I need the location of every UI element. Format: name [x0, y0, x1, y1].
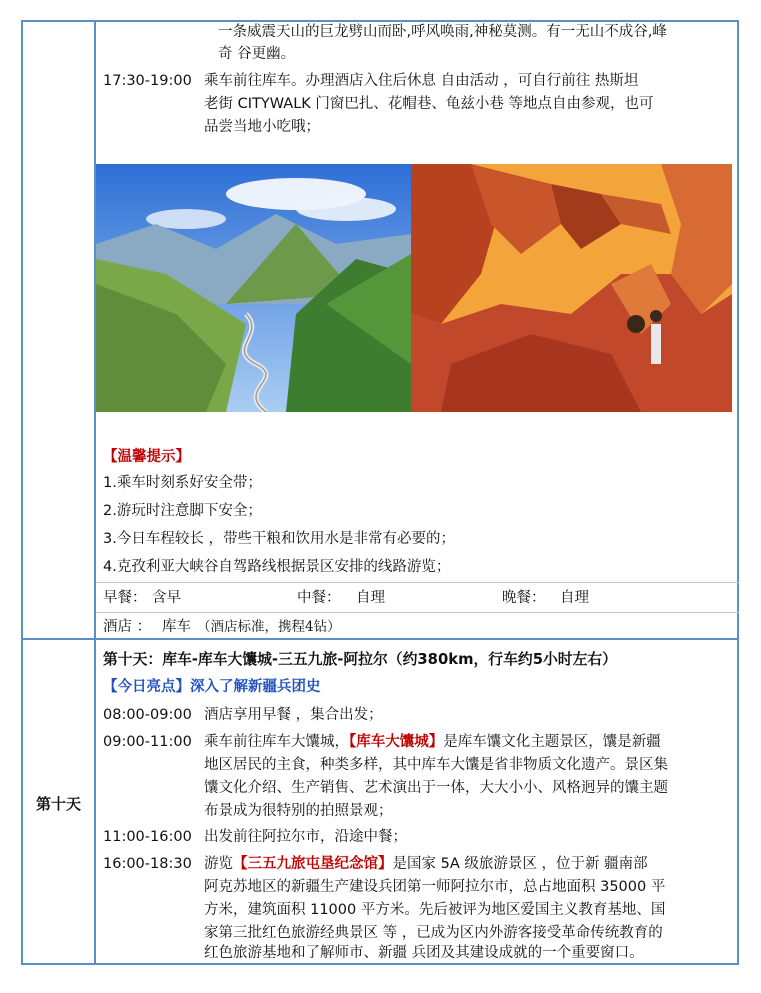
spot-name: 【三五九旅屯垦纪念馆】 [233, 856, 393, 872]
schedule-time: 16:00-18:30 [103, 856, 192, 872]
dinner-label: 晚餐： [502, 590, 546, 606]
column-divider [94, 20, 96, 965]
prev-time: 17:30-19:00 [103, 73, 192, 89]
schedule-post: 是国家 5A 级旅游景区 ，位于新 疆南部 [392, 856, 648, 872]
breakfast-label: 早餐： [103, 590, 147, 606]
schedule-cont: 布景成为很特别的拍照景观； [204, 803, 393, 819]
tips-title: 【温馨提示】 [103, 449, 190, 465]
highlight-text: 深入了解新疆兵团史 [190, 679, 321, 695]
red-rock-canyon-photo [411, 164, 732, 412]
day-title: 第十天：库车-库车大馕城-三五九旅-阿拉尔（约380km，行车约5小时左右） [103, 651, 617, 668]
schedule-text: 出发前往阿拉尔市，沿途中餐； [204, 829, 407, 845]
hotel-note: （酒店标准，携程4钻） [197, 619, 341, 635]
top-text-line2: 奇 谷更幽。 [218, 46, 296, 62]
top-text-line1: 一条威震天山的巨龙劈山而卧,呼风唤雨,神秘莫测。有一无山不成谷,峰 [218, 24, 667, 40]
schedule-cont: 阿克苏地区的新疆生产建设兵团第一师阿拉尔市，总占地面积 35000 平 [204, 879, 666, 895]
schedule-pre: 游览 [204, 856, 233, 872]
highlight-tag: 【今日亮点】 [103, 679, 190, 695]
tip-item: 4.克孜利亚大峡谷自驾路线根据景区安排的线路游览； [103, 559, 451, 575]
schedule-time: 11:00-16:00 [103, 829, 192, 845]
spot-name: 【库车大馕城】 [349, 734, 444, 750]
schedule-text [204, 731, 661, 753]
row-divider [96, 612, 739, 613]
schedule-post: 是库车馕文化主题景区，馕是新疆 [443, 734, 661, 750]
breakfast-value: 含早 [152, 590, 181, 606]
day-divider [21, 638, 739, 640]
schedule-time: 08:00-09:00 [103, 707, 192, 723]
schedule-time: 09:00-11:00 [103, 734, 192, 750]
schedule-cont: 方米，建筑面积 11000 平方米。先后被评为地区爱国主义教育基地、国 [204, 902, 666, 918]
schedule-cont: 馕文化介绍、生产销售、艺术演出于一体，大大小小、风格迥异的馕主题 [204, 780, 668, 796]
schedule-cont: 家第三批红色旅游经典景区 等 ，已成为区内外游客接受革命传统教育的 [204, 925, 663, 941]
schedule-cont: 地区居民的主食，种类多样，其中库车大馕是省非物质文化遗产。景区集 [204, 757, 668, 773]
prev-text-line2: 老街 CITYWALK 门窗巴扎、花帽巷、龟兹小巷 等地点自由参观，也可 [204, 96, 654, 112]
lunch-value: 自理 [356, 590, 385, 606]
day-highlight [103, 676, 321, 698]
mountain-valley-photo [96, 164, 411, 412]
schedule-text [204, 853, 648, 875]
prev-text-line3: 品尝当地小吃哦； [204, 119, 320, 135]
tip-item: 1.乘车时刻系好安全带； [103, 475, 262, 491]
lunch-label: 中餐： [297, 590, 341, 606]
prev-text-line1: 乘车前往库车。办理酒店入住后休息 自由活动 ，可自行前往 热斯坦 [204, 73, 639, 89]
tip-item: 3.今日车程较长 ，带些干粮和饮用水是非常有必要的； [103, 531, 455, 547]
schedule-text: 酒店享用早餐 ，集合出发； [204, 707, 383, 723]
hotel-city: 库车 [162, 619, 191, 635]
schedule-cont: 红色旅游基地和了解师市、新疆 兵团及其建设成就的一个重要窗口。 [204, 945, 644, 961]
dinner-value: 自理 [560, 590, 589, 606]
hotel-label: 酒店 ： [103, 619, 152, 635]
tip-item: 2.游玩时注意脚下安全； [103, 503, 262, 519]
schedule-pre: 乘车前往库车大馕城， [204, 734, 349, 750]
day-label: 第十天 [35, 795, 81, 813]
row-divider [96, 582, 739, 583]
